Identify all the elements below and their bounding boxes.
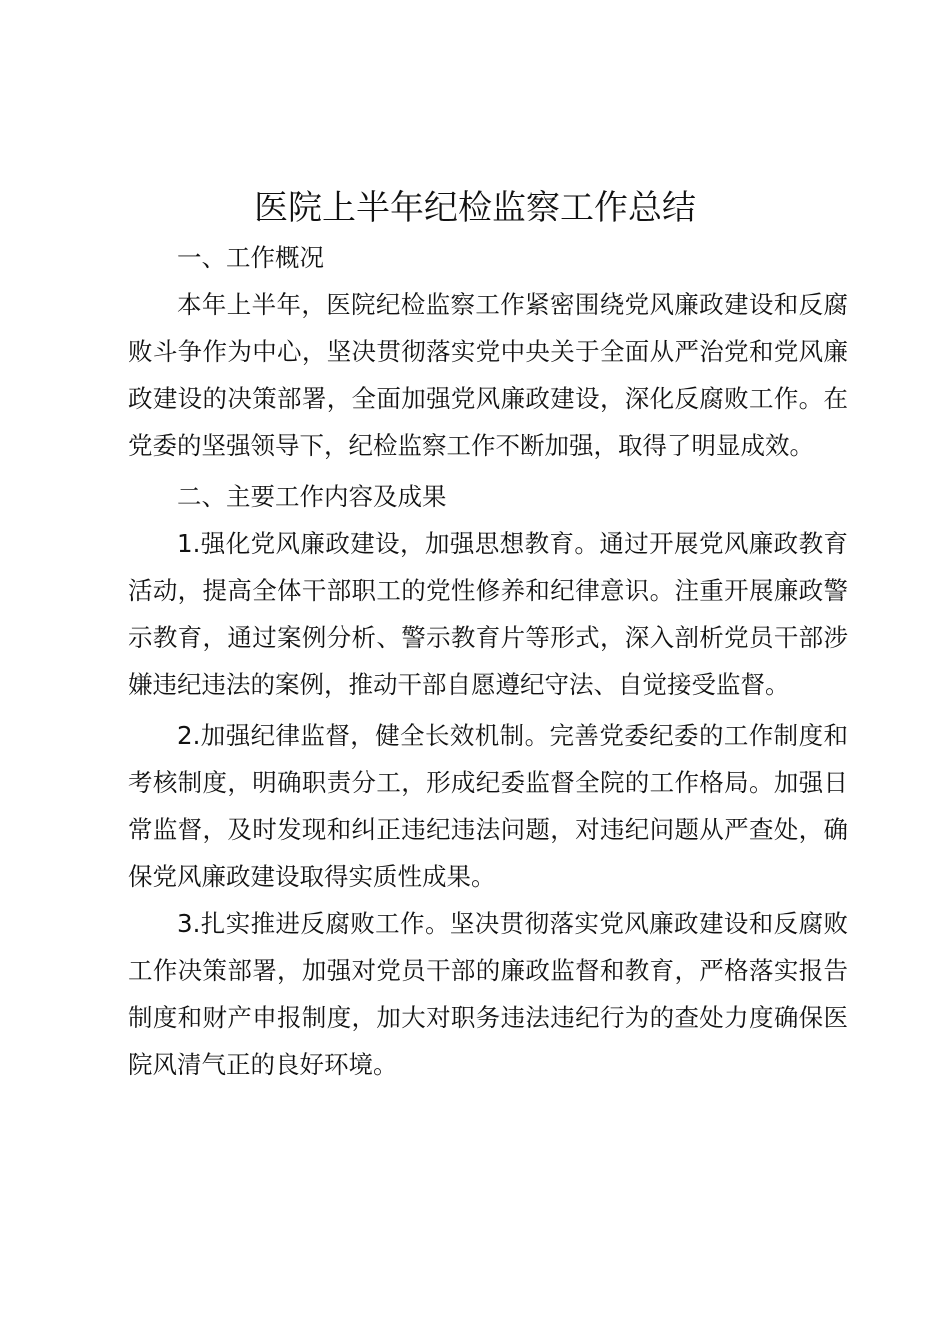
work-item-2-paragraph: 2.加强纪律监督，健全长效机制。完善党委纪委的工作制度和考核制度，明确职责分工，形成纪委监督全院的工作格局。加强日常监督，及时发现和纠正违纪违法问题，对违纪问题从严查处，确保党风廉政建设取得实质性成果。 [128,721,848,891]
section-heading-main-work: 二、主要工作内容及成果 [177,482,447,511]
document-body [128,234,848,1088]
overview-paragraph: 本年上半年，医院纪检监察工作紧密围绕党风廉政建设和反腐败斗争作为中心，坚决贯彻落实党中央关于全面从严治党和党风廉政建设的决策部署，全面加强党风廉政建设，深化反腐败工作。在党委的坚强领导下，纪检监察工作不断加强，取得了明显成效。 [128,290,848,460]
work-item-1-paragraph: 1.强化党风廉政建设，加强思想教育。通过开展党风廉政教育活动，提高全体干部职工的党性修养和纪律意识。注重开展廉政警示教育，通过案例分析、警示教育片等形式，深入剖析党员干部涉嫌违纪违法的案例，推动干部自愿遵纪守法、自觉接受监督。 [128,529,848,699]
section-heading-overview: 一、工作概况 [177,243,324,272]
work-item-3-paragraph: 3.扎实推进反腐败工作。坚决贯彻落实党风廉政建设和反腐败工作决策部署，加强对党员干部的廉政监督和教育，严格落实报告制度和财产申报制度，加大对职务违法违纪行为的查处力度确保医院风清气正的良好环境。 [128,909,848,1079]
document-title: 医院上半年纪检监察工作总结 [254,188,696,228]
